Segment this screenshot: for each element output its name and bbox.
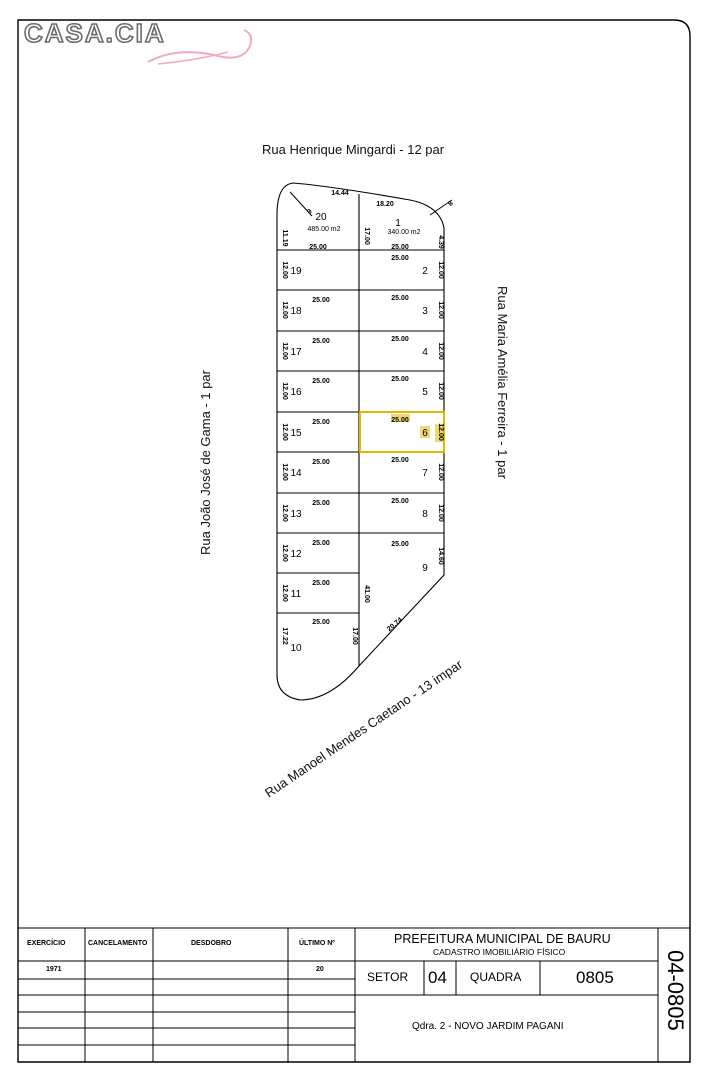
dim-label: 25.00	[312, 619, 330, 626]
dim-label: 17.00	[363, 227, 370, 245]
dim-label: 25.00	[312, 419, 330, 426]
lot-number: 2	[422, 266, 428, 277]
lot-number: 9	[422, 563, 428, 574]
dim-label: 12.00	[437, 301, 444, 319]
street-right: Rua Maria Amélia Ferreira - 1 par	[495, 286, 510, 479]
sheet-code: 04-0805	[663, 950, 688, 1031]
header-desdobro: DESDOBRO	[191, 940, 232, 947]
dim-label: 12.00	[437, 504, 444, 522]
dim-label: 25.00	[312, 500, 330, 507]
dim-label: 25.00	[309, 244, 327, 251]
lot-number: 3	[422, 306, 428, 317]
dim-label: 25.00	[391, 498, 409, 505]
header-exercicio: EXERCÍCIO	[27, 940, 66, 947]
lot-labels	[281, 190, 455, 654]
dim-label: 14.60	[437, 547, 444, 565]
dim-label: 12.00	[437, 382, 444, 400]
lot-area: 485.00 m2	[307, 226, 341, 233]
dim-label: 12.00	[281, 261, 288, 279]
location-text: Qdra. 2 - NOVO JARDIM PAGANI	[412, 1021, 564, 1032]
lot-number: 1	[395, 218, 401, 229]
dim-label: 41.00	[363, 585, 370, 603]
dim-label: 12.00	[281, 504, 288, 522]
dim-label: 25.00	[391, 255, 409, 262]
casa-cia-logo	[18, 16, 258, 68]
dim-label: 25.00	[312, 378, 330, 385]
header-cancelamento: CANCELAMENTO	[88, 940, 148, 947]
setor-label: SETOR	[367, 970, 409, 984]
cell-exercicio-value: 1971	[46, 966, 62, 973]
dim-label: 20.74	[386, 616, 405, 634]
lot-number: 16	[290, 387, 302, 398]
dim-label: 12.00	[281, 301, 288, 319]
dim-label: 12.00	[281, 544, 288, 562]
dim-label: 25.00	[312, 540, 330, 547]
street-bottom: Rua Manoel Mendes Caetano - 13 impar	[262, 656, 466, 801]
dim-label: 17.22	[281, 627, 288, 645]
dim-label: 12.00	[437, 423, 444, 441]
setor-value: 04	[428, 968, 447, 987]
cell-ultimo-value: 20	[316, 966, 324, 973]
dim-label: 12.00	[281, 423, 288, 441]
lot-number: 18	[290, 306, 302, 317]
dim-label: 8	[447, 200, 455, 208]
lot-number: 19	[290, 266, 302, 277]
dim-label: 25.00	[312, 338, 330, 345]
dim-label: 9	[306, 208, 314, 216]
dim-label: 25.00	[391, 417, 409, 424]
lot-number: 5	[422, 387, 428, 398]
dim-label: 12.00	[281, 382, 288, 400]
lot-number: 11	[290, 589, 302, 600]
dim-label: 18.20	[376, 201, 394, 208]
lot-number: 17	[290, 347, 302, 358]
dim-label: 25.00	[391, 336, 409, 343]
street-left: Rua João José de Gama - 1 par	[198, 370, 213, 555]
dim-label: 12.00	[437, 463, 444, 481]
lot-number: 6	[422, 428, 428, 439]
dim-label: 25.00	[391, 541, 409, 548]
dim-label: 25.00	[391, 244, 409, 251]
logo-graphic	[18, 16, 258, 68]
lot-number: 20	[315, 212, 327, 223]
lot-number: 8	[422, 509, 428, 520]
dim-label: 25.00	[312, 580, 330, 587]
title-block	[18, 928, 690, 1062]
dim-label: 12.00	[437, 342, 444, 360]
lot-number: 10	[290, 643, 302, 654]
dim-label: 4.39	[437, 235, 444, 249]
lot-number: 12	[290, 549, 302, 560]
dim-label: 25.00	[391, 295, 409, 302]
lot-number: 13	[290, 509, 302, 520]
dim-label: 12.00	[281, 584, 288, 602]
lot-number: 15	[290, 428, 302, 439]
lot-number: 7	[422, 468, 428, 479]
dim-label: 25.00	[391, 376, 409, 383]
header-ultimo-numero: ÚLTIMO Nº	[299, 940, 335, 947]
org-title: PREFEITURA MUNICIPAL DE BAURU	[394, 932, 611, 946]
lot-number: 4	[422, 347, 428, 358]
dim-label: 12.00	[437, 261, 444, 279]
dim-label: 25.00	[312, 459, 330, 466]
dim-label: 11.19	[281, 229, 288, 247]
lot-area: 340.00 m2	[387, 229, 421, 236]
street-top: Rua Henrique Mingardi - 12 par	[262, 142, 445, 157]
dim-label: 17.00	[351, 627, 358, 645]
quadra-label: QUADRA	[470, 970, 522, 984]
svg-text:CASA.CIA: CASA.CIA	[24, 18, 166, 48]
dim-label: 12.00	[281, 463, 288, 481]
dim-label: 25.00	[391, 457, 409, 464]
sheet-border	[18, 20, 690, 1062]
dim-label: 25.00	[312, 297, 330, 304]
quadra-value: 0805	[576, 968, 614, 987]
block-outline	[277, 183, 452, 700]
dim-label: 12.00	[281, 342, 288, 360]
dim-label: 14.44	[331, 190, 349, 197]
lot-number: 14	[290, 468, 302, 479]
org-subtitle: CADASTRO IMOBILIÁRIO FÍSICO	[433, 947, 566, 957]
